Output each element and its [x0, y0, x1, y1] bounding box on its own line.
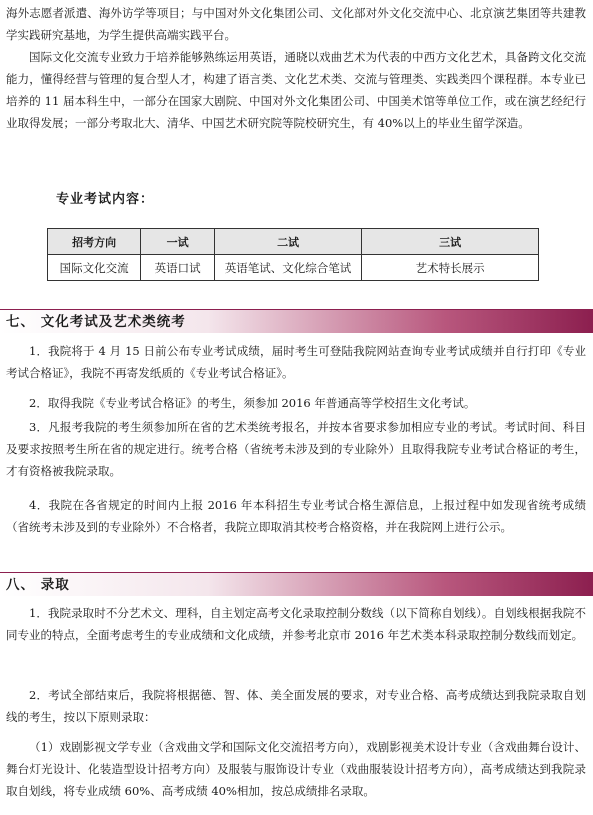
table-header-cell: 招考方向 — [48, 229, 141, 255]
intro-paragraph-1: 海外志愿者派遣、海外访学等项目；与中国对外文化集团公司、文化部对外文化交流中心、北京演艺集团等共建教学实践研究基地，为学生提供高端实践平台。 — [6, 6, 586, 42]
table-header-cell: 二试 — [214, 229, 361, 255]
intro-paragraph-2: 国际文化交流专业致力于培养能够熟练运用英语，通晓以戏曲艺术为代表的中西方文化艺术，具备跨文化交流能力，懂得经营与管理的复合型人才，构建了语言类、文化艺术类、交流与管理类、实践类四个课程群。本专业已培养的 11 届本科生中，一部分在国家大剧院、中国对外文化集团公司、中国美术馆等单位工作，或在演艺经纪行业取得发展；一部分考取北大、清华、中国艺术研究院等院校研究生，有 40%以上的毕业生留学深造。 — [6, 50, 586, 130]
exam-table — [47, 228, 539, 281]
section-8-item-1: 1．我院录取时不分艺术文、理科，自主划定高考文化录取控制分数线（以下简称自划线）。自划线根据我院不同专业的特点，全面考虑考生的专业成绩和文化成绩，并参考北京市 2016 年艺术类本科录取控制分数线而划定。 — [6, 606, 586, 642]
table-cell: 英语口试 — [141, 255, 215, 281]
table-header-cell: 三试 — [362, 229, 539, 255]
table-cell: 国际文化交流 — [48, 255, 141, 281]
section-8-item-3: （1）戏剧影视文学专业（含戏曲文学和国际文化交流招考方向），戏剧影视美术设计专业（含戏曲舞台设计、舞台灯光设计、化装造型设计招考方向）及服装与服饰设计专业（戏曲服装设计招考方向），高考成绩达到我院录取自划线，将专业成绩 60%、高考成绩 40%相加，按总成绩排名录取。 — [6, 740, 586, 798]
exam-table-header-row — [48, 229, 539, 255]
section-8-title: 八、 录取 — [0, 572, 593, 596]
section-8-item-2: 2．考试全部结束后，我院将根据德、智、体、美全面发展的要求，对专业合格、高考成绩达到我院录取自划线的考生，按以下原则录取： — [6, 688, 586, 724]
exam-content-heading: 专业考试内容： — [56, 192, 155, 207]
table-cell: 艺术特长展示 — [362, 255, 539, 281]
section-7-item-3: 3．凡报考我院的考生须参加所在省的艺术类统考报名，并按本省要求参加相应专业的考试。考试时间、科目及要求按照考生所在省的规定进行。统考合格（省统考未涉及到的专业除外）且取得我院专业考试合格证的考生，才有资格被我院录取。 — [6, 420, 586, 478]
table-cell: 英语笔试、文化综合笔试 — [214, 255, 361, 281]
section-7-item-1: 1．我院将于 4 月 15 日前公布专业考试成绩，届时考生可登陆我院网站查询专业考试成绩并自行打印《专业考试合格证》，我院不再寄发纸质的《专业考试合格证》。 — [6, 344, 586, 380]
section-7-item-2: 2．取得我院《专业考试合格证》的考生，须参加 2016 年普通高等学校招生文化考试。 — [29, 396, 476, 410]
table-row — [48, 255, 539, 281]
section-7-item-4: 4．我院在各省规定的时间内上报 2016 年本科招生专业考试合格生源信息，上报过程中如发现省统考成绩（省统考未涉及到的专业除外）不合格者，我院立即取消其校考合格资格，并在我院网上进行公示。 — [6, 498, 586, 534]
table-header-cell: 一试 — [141, 229, 215, 255]
section-7-title: 七、 文化考试及艺术类统考 — [0, 309, 593, 333]
